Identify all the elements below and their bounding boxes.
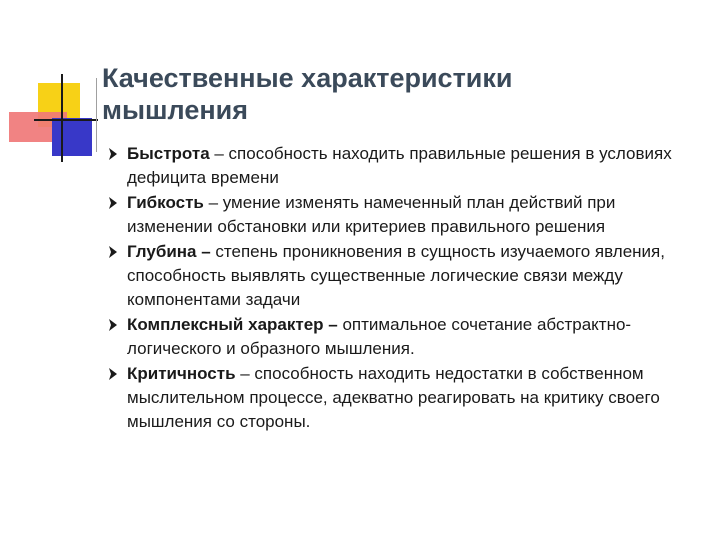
item-text: – способность находить недостатки в собственном мыслительном процессе, адекватно реагировать на критику своего мышления со стороны. (127, 364, 660, 431)
arrowhead-bullet-icon (108, 245, 118, 259)
list-item (113, 240, 688, 312)
bullet-list (113, 142, 688, 435)
arrowhead-bullet-icon (108, 196, 118, 210)
item-text: оптимальное сочетание абстрактно-логического и образного мышления. (127, 315, 632, 358)
slide-title: Качественные характеристики мышления (102, 63, 513, 125)
vertical-rule (61, 74, 63, 162)
blue-block (52, 118, 92, 156)
thin-vertical-rule (96, 78, 97, 152)
list-item (113, 362, 688, 434)
item-term: Критичность (127, 364, 236, 383)
item-text: – умение изменять намеченный план действий при изменении обстановки или критериев правильного решения (127, 193, 616, 236)
list-item (113, 142, 688, 190)
item-text: – способность находить правильные решения в условиях дефицита времени (127, 144, 672, 187)
arrowhead-bullet-icon (108, 367, 118, 381)
item-term: Гибкость (127, 193, 204, 212)
horizontal-rule (34, 119, 98, 121)
item-term: Глубина – (127, 242, 211, 261)
item-text: степень проникновения в сущность изучаемого явления, способность выявлять существенные логические связи между компонентами задачи (127, 242, 665, 309)
list-item (113, 191, 688, 239)
item-term: Быстрота (127, 144, 210, 163)
list-item (113, 313, 688, 361)
item-term: Комплексный характер – (127, 315, 338, 334)
arrowhead-bullet-icon (108, 147, 118, 161)
arrowhead-bullet-icon (108, 318, 118, 332)
